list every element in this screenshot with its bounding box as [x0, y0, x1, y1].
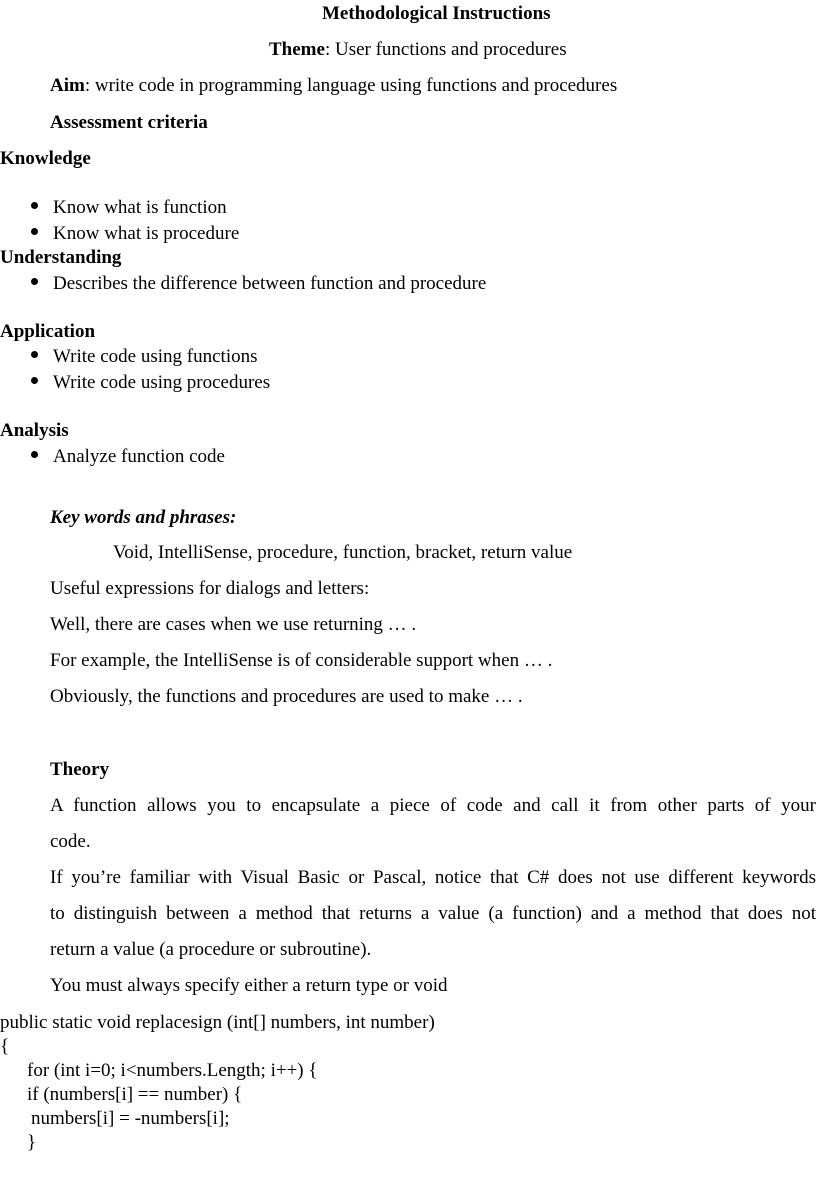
aim-line [50, 76, 617, 95]
knowledge-heading: Knowledge [0, 148, 91, 169]
bullet-icon [31, 377, 38, 384]
theory-paragraph-line: return a value (a procedure or subroutine). [50, 939, 372, 960]
knowledge-item: Know what is procedure [53, 223, 240, 244]
code-line: numbers[i] = -numbers[i]; [31, 1108, 230, 1129]
bullet-icon [31, 451, 38, 458]
theory-paragraph-line: A function allows you to encapsulate a piece of code and call it from other parts of your [50, 795, 816, 816]
theory-paragraph-line: to distinguish between a method that returns a value (a function) and a method that does not [50, 903, 816, 924]
bullet-icon [31, 228, 38, 235]
page-title: Methodological Instructions [322, 3, 551, 24]
code-line: } [27, 1132, 37, 1153]
aim-label: Aim [50, 75, 85, 96]
code-line: public static void replacesign (int[] numbers, int number) [0, 1012, 435, 1033]
code-line: { [0, 1036, 10, 1057]
knowledge-item: Know what is function [53, 197, 227, 218]
keywords-heading: Key words and phrases: [50, 507, 237, 528]
theme-value: : User functions and procedures [324, 39, 567, 60]
understanding-item: Describes the difference between function and procedure [53, 273, 487, 294]
expression-line: For example, the IntelliSense is of considerable support when … . [50, 650, 553, 671]
theory-heading: Theory [50, 759, 110, 780]
keywords-list: Void, IntelliSense, procedure, function, bracket, return value [113, 542, 573, 563]
expression-line: Obviously, the functions and procedures are used to make … . [50, 686, 523, 707]
aim-value: : write code in programming language using functions and procedures [84, 75, 618, 96]
theory-paragraph-line: code. [50, 831, 91, 852]
theory-paragraph-line: You must always specify either a return type or void [50, 975, 448, 996]
code-line: for (int i=0; i<numbers.Length; i++) { [27, 1060, 318, 1081]
analysis-item: Analyze function code [53, 446, 225, 467]
bullet-icon [31, 278, 38, 285]
theme-line [269, 40, 567, 59]
bullet-icon [31, 202, 38, 209]
application-item: Write code using procedures [53, 372, 271, 393]
theme-label: Theme [269, 39, 325, 60]
application-heading: Application [0, 321, 96, 342]
code-line: if (numbers[i] == number) { [27, 1084, 243, 1105]
assessment-heading: Assessment criteria [50, 112, 208, 133]
application-item: Write code using functions [53, 346, 258, 367]
analysis-heading: Analysis [0, 420, 69, 441]
expressions-heading: Useful expressions for dialogs and letters: [50, 578, 370, 599]
understanding-heading: Understanding [0, 247, 122, 268]
theory-paragraph-line: If you’re familiar with Visual Basic or Pascal, notice that C# does not use different keywords [50, 867, 816, 888]
expression-line: Well, there are cases when we use returning … . [50, 614, 417, 635]
bullet-icon [31, 351, 38, 358]
